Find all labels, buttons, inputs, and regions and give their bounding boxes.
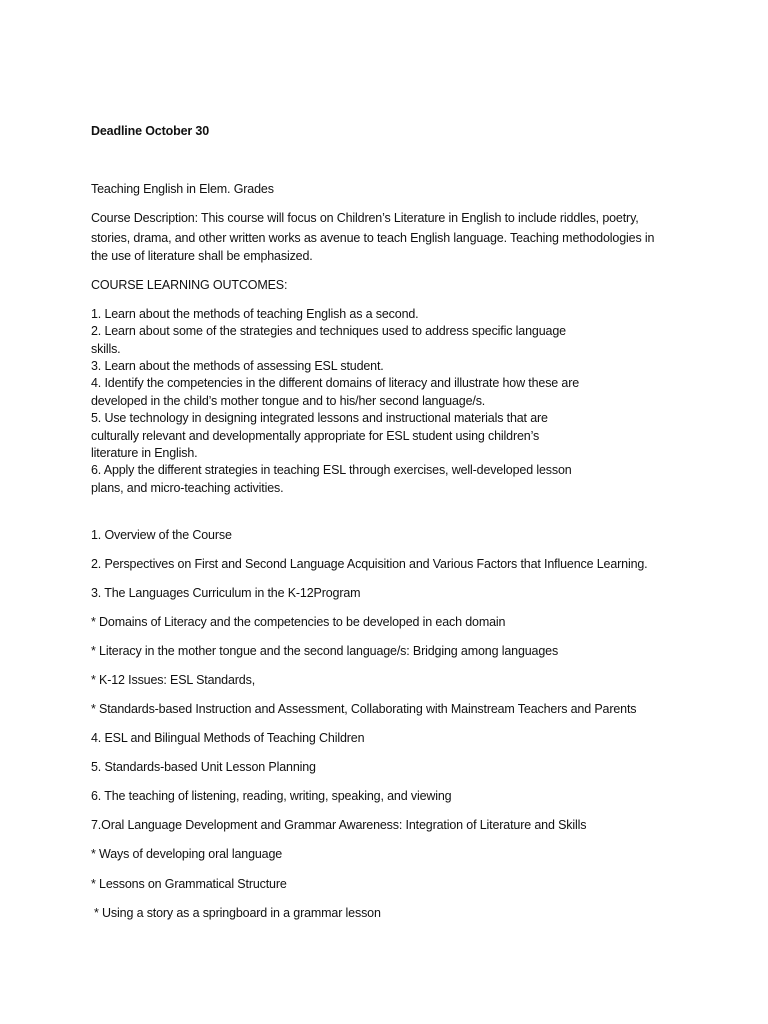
outcome-line: developed in the child’s mother tongue and to his/her second language/s. xyxy=(91,394,486,408)
topic-item: 2. Perspectives on First and Second Language Acquisition and Various Factors that Influence Learning. xyxy=(91,557,648,571)
topic-item: * Ways of developing oral language xyxy=(91,847,283,861)
topic-item: * Literacy in the mother tongue and the second language/s: Bridging among languages xyxy=(91,644,559,658)
topic-item: 6. The teaching of listening, reading, writing, speaking, and viewing xyxy=(91,789,452,803)
outcome-line: 5. Use technology in designing integrated lessons and instructional materials that are xyxy=(91,411,548,425)
outcome-line: 6. Apply the different strategies in teaching ESL through exercises, well-developed lesson xyxy=(91,463,572,477)
outcomes-heading: COURSE LEARNING OUTCOMES: xyxy=(91,278,288,292)
topic-item: * Standards-based Instruction and Assessment, Collaborating with Mainstream Teachers and Parents xyxy=(91,702,637,716)
topic-item: * K-12 Issues: ESL Standards, xyxy=(91,673,256,687)
outcome-line: 2. Learn about some of the strategies and techniques used to address specific language xyxy=(91,324,566,338)
topic-item: 1. Overview of the Course xyxy=(91,528,232,542)
deadline-heading: Deadline October 30 xyxy=(91,124,210,138)
topic-item: 3. The Languages Curriculum in the K-12Program xyxy=(91,586,361,600)
description-line: Course Description: This course will focus on Children’s Literature in English to include riddles, poetry, xyxy=(91,211,639,225)
outcome-line: skills. xyxy=(91,342,121,356)
topic-item: 4. ESL and Bilingual Methods of Teaching Children xyxy=(91,731,365,745)
description-line: stories, drama, and other written works as avenue to teach English language. Teaching methodologies in xyxy=(91,231,655,245)
outcome-line: literature in English. xyxy=(91,446,198,460)
topic-item: * Using a story as a springboard in a grammar lesson xyxy=(94,906,381,920)
outcome-line: culturally relevant and developmentally appropriate for ESL student using children’s xyxy=(91,429,540,443)
course-title: Teaching English in Elem. Grades xyxy=(91,182,274,196)
topic-item: 5. Standards-based Unit Lesson Planning xyxy=(91,760,316,774)
outcome-line: 4. Identify the competencies in the different domains of literacy and illustrate how these are xyxy=(91,376,580,390)
outcome-line: 1. Learn about the methods of teaching English as a second. xyxy=(91,307,419,321)
topic-item: * Lessons on Grammatical Structure xyxy=(91,877,287,891)
topic-item: 7.Oral Language Development and Grammar Awareness: Integration of Literature and Skills xyxy=(91,818,587,832)
outcome-line: plans, and micro-teaching activities. xyxy=(91,481,284,495)
description-line: the use of literature shall be emphasized. xyxy=(91,249,313,263)
outcome-line: 3. Learn about the methods of assessing ESL student. xyxy=(91,359,384,373)
topic-item: * Domains of Literacy and the competencies to be developed in each domain xyxy=(91,615,506,629)
